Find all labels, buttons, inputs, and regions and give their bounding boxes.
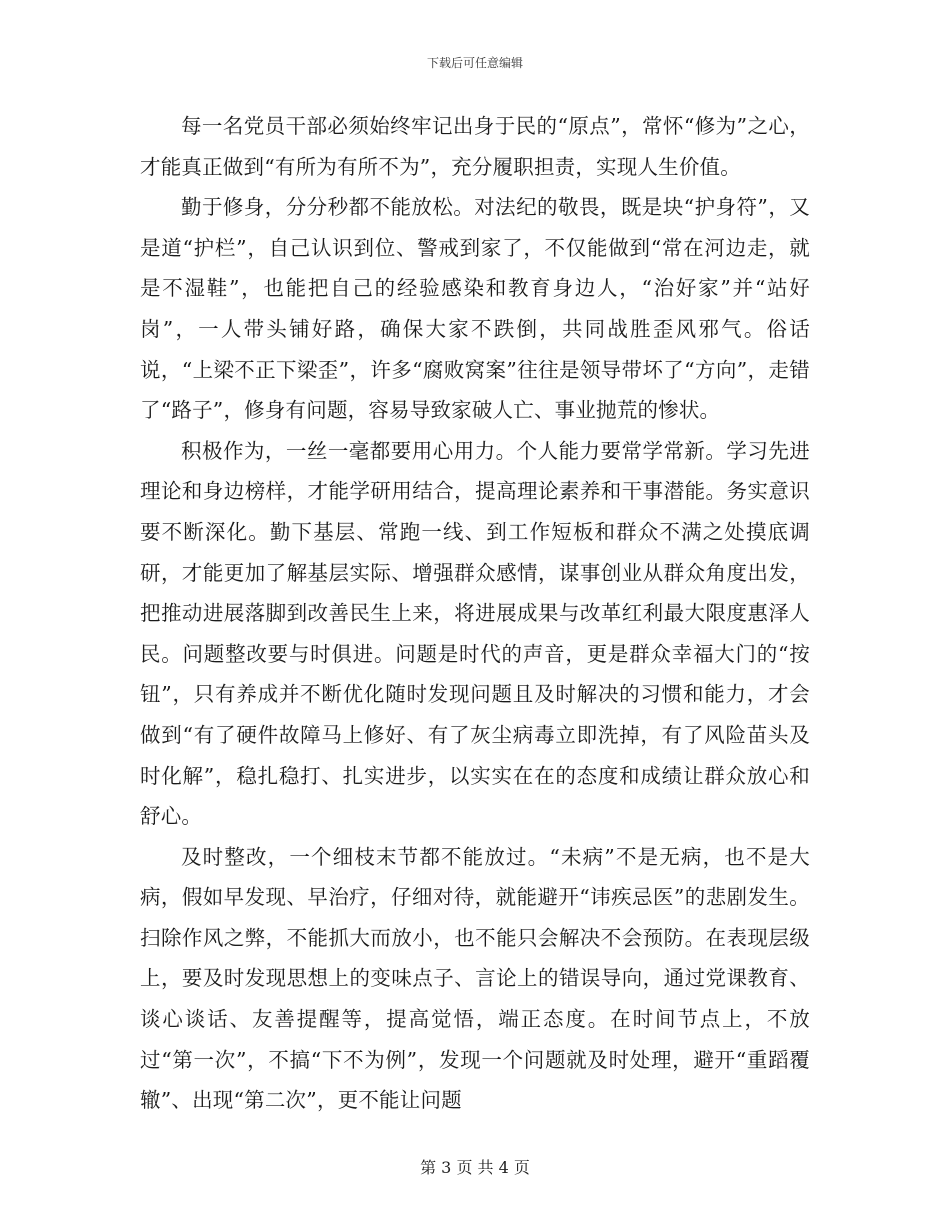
paragraph-2: 勤于修身，分分秒都不能放松。对法纪的敬畏，既是块“护身符”，又是道“护栏”，自己认识到位、警戒到家了，不仅能做到“常在河边走，就是不湿鞋”，也能把自己的经验感染和教育身边人，“治好家”并“站好岗”，一人带头铺好路，确保大家不跌倒，共同战胜歪风邪气。俗话说，“上梁不正下梁歪”，许多“腐败窝案”往往是领导带坏了“方向”，走错了“路子”，修身有问题，容易导致家破人亡、事业抛荒的惨状。 — [140, 195, 810, 423]
paragraph-4: 及时整改，一个细枝末节都不能放过。“未病”不是无病，也不是大病，假如早发现、早治疗，仔细对待，就能避开“讳疾忌医”的悲剧发生。扫除作风之弊，不能抓大而放小，也不能只会解决不会预防。在表现层级上，要及时发现思想上的变味点子、言论上的错误导向，通过党课教育、谈心谈话、友善提醒等，提高觉悟，端正态度。在时间节点上，不放过“第一次”，不搞“下不为例”，发现一个问题就及时处理，避开“重蹈覆辙”、出现“第二次”，更不能让问题 — [140, 844, 810, 1113]
paragraph-1: 每一名党员干部必须始终牢记出身于民的“原点”，常怀“修为”之心，才能真正做到“有所为有所不为”，充分履职担责，实现人生价值。 — [140, 114, 810, 179]
page-number-footer: 第 3 页 共 4 页 — [420, 1158, 530, 1177]
paragraph-3: 积极作为，一丝一毫都要用心用力。个人能力要常学常新。学习先进理论和身边榜样，才能学研用结合，提高理论素养和干事潜能。务实意识要不断深化。勤下基层、常跑一线、到工作短板和群众不满之处摸底调研，才能更加了解基层实际、增强群众感情，谋事创业从群众角度出发，把推动进展落脚到改善民生上来，将进展成果与改革红利最大限度惠泽人民。问题整改要与时俱进。问题是时代的声音，更是群众幸福大门的“按钮”，只有养成并不断优化随时发现问题且及时解决的习惯和能力，才会做到“有了硬件故障马上修好、有了灰尘病毒立即洗掉，有了风险苗头及时化解”，稳扎稳打、扎实进步，以实实在在的态度和成绩让群众放心和舒心。 — [140, 438, 810, 829]
document-body — [140, 106, 810, 1121]
page-header: 下载后可任意编辑 — [426, 56, 523, 70]
